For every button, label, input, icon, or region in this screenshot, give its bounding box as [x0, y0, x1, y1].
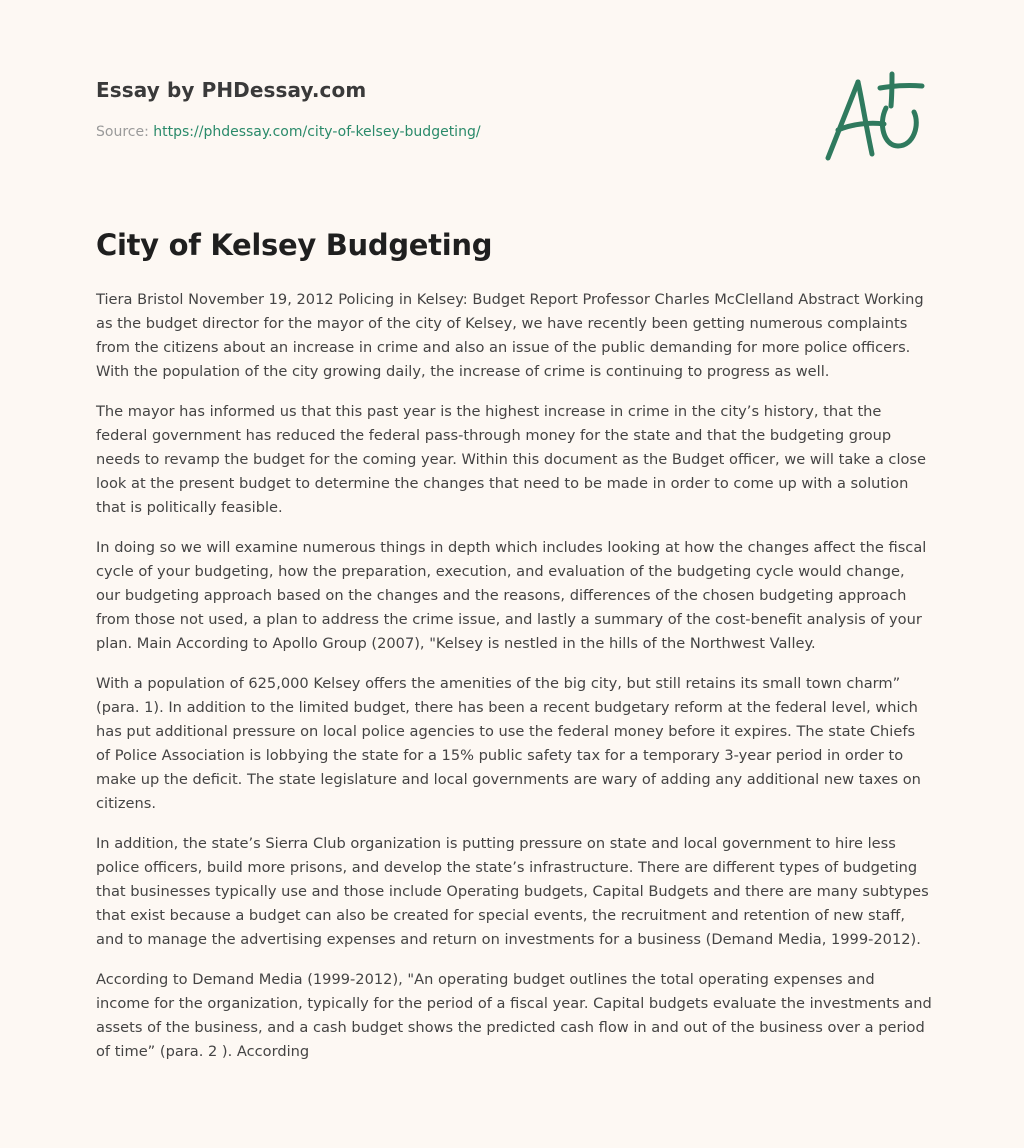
site-title: Essay by PHDessay.com — [96, 78, 367, 102]
article — [96, 224, 932, 1080]
article-paragraph-3: In doing so we will examine numerous things in depth which includes looking at how the changes affect the fiscal cycle of your budgeting, how the preparation, execution, and evaluation of the budgeting cycle would change, our budgeting approach based on the changes and the reasons, differences of the chosen budgeting approach from those not used, a plan to address the crime issue, and lastly a summary of the cost-benefit analysis of your plan. Main According to Apollo Group (2007), "Kelsey is nestled in the hills of the Northwest Valley. — [96, 539, 927, 652]
essay-header — [96, 76, 796, 142]
a-plus-logo-graphic — [822, 68, 926, 164]
article-paragraph-6: According to Demand Media (1999-2012), "An operating budget outlines the total operating expenses and income for the organization, typically for the period of a fiscal year. Capital budgets evaluate the investments and assets of the business, and a cash budget shows the predicted cash flow in and out of the business over a period of time” (para. 2 ). According — [96, 971, 932, 1060]
article-paragraph-1: Tiera Bristol November 19, 2012 Policing in Kelsey: Budget Report Professor Charles McClelland Abstract Working as the budget director for the mayor of the city of Kelsey, we have recently been getting numerous complaints from the citizens about an increase in crime and also an issue of the public demanding for more police officers. With the population of the city growing daily, the increase of crime is continuing to progress as well. — [96, 291, 924, 380]
article-title: City of Kelsey Budgeting — [96, 228, 493, 262]
source-label: Source: — [96, 124, 149, 140]
article-paragraph-5: In addition, the state’s Sierra Club organization is putting pressure on state and local government to hire less police officers, build more prisons, and develop the state’s infrastructure. There are different types of budgeting that businesses typically use and those include Operating budgets, Capital Budgets and there are many subtypes that exist because a budget can also be created for special events, the recruitment and retention of new staff, and to manage the advertising expenses and return on investments for a business (Demand Media, 1999-2012). — [96, 835, 929, 948]
source-link[interactable]: https://phdessay.com/city-of-kelsey-budgeting/ — [153, 124, 481, 140]
article-paragraph-4: With a population of 625,000 Kelsey offers the amenities of the big city, but still retains its small town charm” (para. 1). In addition to the limited budget, there has been a recent budgetary reform at the federal level, which has put additional pressure on local police agencies to use the federal money before it expires. The state Chiefs of Police Association is lobbying the state for a 15% public safety tax for a temporary 3-year period in order to make up the deficit. The state legislature and local governments are wary of adding any additional new taxes on citizens. — [96, 675, 921, 812]
source-line — [96, 122, 796, 142]
article-paragraph-2: The mayor has informed us that this past year is the highest increase in crime in the city’s history, that the federal government has reduced the federal pass-through money for the state and that the budgeting group needs to revamp the budget for the coming year. Within this document as the Budget officer, we will take a close look at the present budget to determine the changes that need to be made in order to come up with a solution that is politically feasible. — [96, 403, 927, 516]
a-plus-logo — [822, 68, 926, 164]
